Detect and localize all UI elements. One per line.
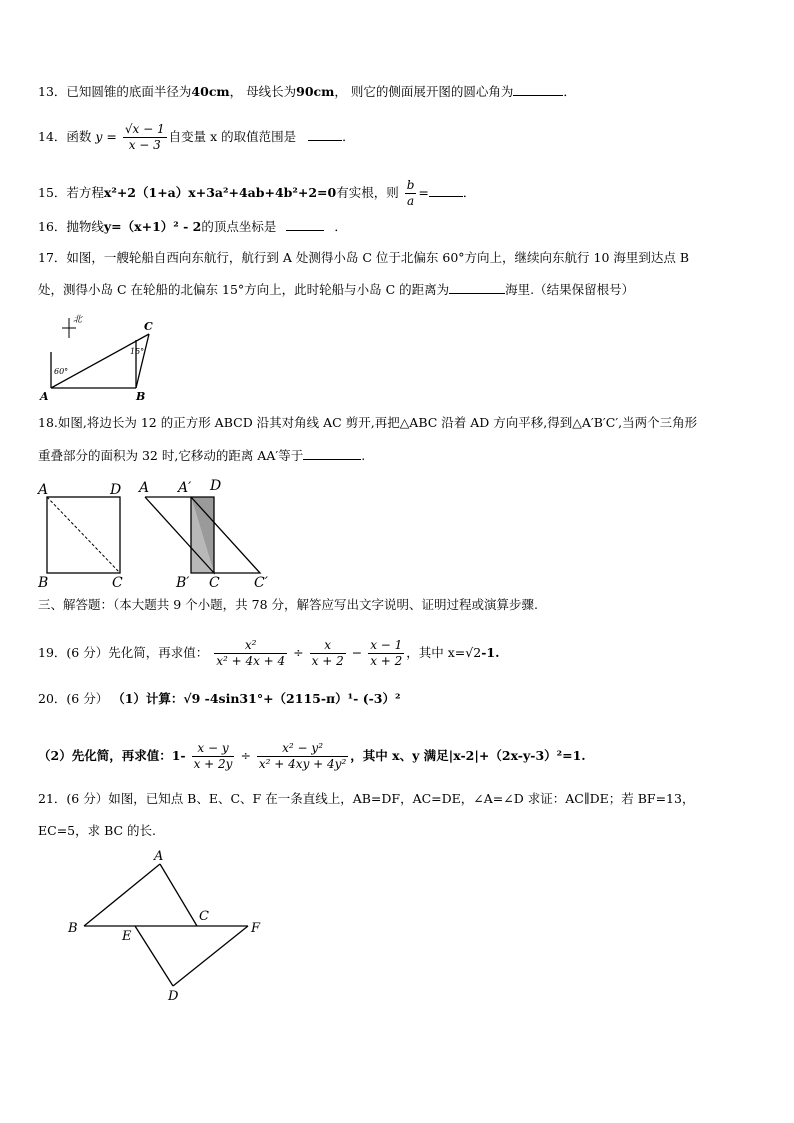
q19-text: 19．(6 分）先化简，再求值：: [38, 645, 209, 660]
question-19: [38, 638, 499, 669]
q14-denominator: x − 3: [128, 138, 161, 152]
q20-divide: ÷: [240, 748, 251, 763]
q19-text-post: ，其中 x=: [406, 645, 466, 660]
q15-numerator: b: [406, 178, 415, 192]
q20-fraction-2: [257, 741, 348, 772]
question-21-line1: 21．(6 分）如图，已知点 B、E、C、F 在一条直线上，AB=DF，AC=DE，∠A=∠D 求证：AC∥DE；若 BF=13，: [38, 791, 695, 806]
q15-fraction: [405, 178, 417, 209]
q20-f2-numerator: x² − y²: [257, 741, 348, 757]
point-a-label: A: [40, 390, 49, 403]
q15-end: ．: [462, 185, 476, 200]
q20-f1-numerator: x − y: [192, 741, 235, 757]
q15-eq: =: [418, 185, 429, 200]
q20-text: 20．(6 分）: [38, 691, 109, 706]
q15-text: 15．若方程: [38, 185, 104, 200]
point-b-label: B: [38, 575, 49, 590]
q13-text-mid: ， 母线长为: [229, 84, 297, 99]
angle-60-label: 60°: [54, 367, 69, 376]
question-17-line2: [38, 281, 634, 299]
point-b-label: B: [68, 921, 78, 936]
q20-f1-denominator: x + 2y: [193, 757, 233, 771]
q14-y: y =: [95, 129, 117, 144]
q20-fraction-1: [192, 741, 235, 772]
q13-text: 13．已知圆锥的底面半径为: [38, 84, 192, 99]
q18-figure-translated: [136, 476, 286, 590]
question-14: [38, 122, 355, 153]
q19-f3-denominator: x + 2: [370, 654, 403, 668]
q19-f3-numerator: x − 1: [370, 638, 403, 652]
point-a-label: A: [154, 849, 164, 864]
q18-figure-square: [36, 478, 136, 590]
q19-minus: −: [351, 645, 363, 660]
question-18-line1: 18.如图,将边长为 12 的正方形 ABCD 沿其对角线 AC 剪开,再把△ABC 沿着 AD 方向平移,得到△A′B′C′,当两个三角形: [38, 415, 698, 430]
q13-radius: 40cm: [191, 84, 230, 99]
point-d-label: D: [110, 482, 122, 498]
q19-fraction-1: [214, 638, 287, 669]
answer-blank: [429, 184, 463, 197]
answer-blank: [303, 447, 361, 460]
line-ac: [51, 334, 149, 388]
north-label: 北: [73, 315, 83, 325]
point-c-label: C: [112, 575, 123, 590]
q14-numerator: √x − 1: [124, 122, 165, 136]
q20-f2-denominator: x² + 4xy + 4y²: [258, 757, 347, 771]
q19-tail: -1.: [481, 645, 500, 660]
q16-end: ．: [334, 219, 347, 234]
q14-text: 14．函数: [38, 129, 92, 144]
point-d-label: D: [210, 478, 222, 494]
q20-expression: √9 -4sin31°+（2115-π）¹- (-3）²: [183, 691, 401, 706]
question-17-line1: 17．如图，一艘轮船自西向东航行，航行到 A 处测得小岛 C 位于北偏东 60°方向上，继续向东航行 10 海里到达点 B: [38, 250, 690, 265]
q15-equation: x²+2（1+a）x+3a²+4ab+4b²+2=0: [103, 185, 337, 200]
answer-blank: [308, 128, 342, 141]
point-d-label: D: [168, 989, 179, 1004]
point-c-label: C: [199, 909, 209, 924]
q16-equation: y=（x+1）² - 2: [103, 219, 202, 234]
q20-part1-label: （1）计算：: [112, 691, 184, 706]
point-c-label: C: [209, 575, 220, 590]
q20-part2-label: （2）先化简，再求值：1-: [38, 748, 186, 763]
q19-fraction-2: [310, 638, 346, 669]
point-e-label: E: [122, 929, 132, 944]
q15-denominator: a: [406, 194, 415, 208]
q17-figure: [38, 308, 168, 404]
q21-figure: [60, 846, 270, 1006]
point-a-label: A: [139, 480, 150, 496]
q19-fraction-3: [368, 638, 404, 669]
line-bc: [136, 334, 149, 388]
question-20-part2: [38, 741, 586, 772]
angle-15-label: 15°: [130, 347, 145, 356]
q14-text-post: 自变量 x 的取值范围是: [168, 129, 297, 144]
q19-f2-numerator: x: [310, 638, 346, 654]
q17-text-post: 海里.（结果保留根号）: [505, 282, 635, 297]
q16-text-post: 的顶点坐标是: [201, 219, 277, 234]
point-b-label: B: [136, 390, 146, 403]
line-ac: [160, 864, 197, 926]
point-c-prime-label: C′: [254, 575, 268, 590]
q13-end: ．: [563, 84, 576, 99]
answer-blank: [286, 218, 324, 231]
q19-value: √2: [465, 645, 482, 660]
point-a-label: A: [38, 482, 49, 498]
question-13: [38, 83, 576, 101]
question-15: [38, 178, 475, 209]
answer-blank: [513, 83, 563, 96]
q15-text-mid: 有实根，则: [336, 185, 399, 200]
question-20-part1: [38, 690, 400, 708]
line-ed: [135, 926, 173, 986]
answer-blank: [449, 281, 505, 294]
q18-text: 重叠部分的面积为 32 时,它移动的距离 AA′等于: [38, 448, 304, 463]
question-16: [38, 218, 347, 236]
point-a-prime-label: A′: [178, 480, 192, 496]
question-21-line2: EC=5，求 BC 的长.: [38, 823, 157, 838]
section-3-title: 三、解答题：（本大题共 9 个小题，共 78 分，解答应写出文字说明、证明过程或演算步骤.: [38, 597, 538, 612]
line-df: [173, 926, 248, 986]
q17-text: 处，测得小岛 C 在轮船的北偏东 15°方向上，此时轮船与小岛 C 的距离为: [38, 282, 450, 297]
q20-text-post: ，其中 x、y 满足|x-2|+（2x-y-3）²=1.: [350, 748, 586, 763]
q13-text-post: ， 则它的侧面展开图的圆心角为: [334, 84, 514, 99]
q18-end: .: [361, 448, 366, 463]
q14-end: ．: [342, 129, 355, 144]
q19-f2-denominator: x + 2: [311, 654, 344, 668]
question-18-line2: [38, 447, 365, 465]
q13-slant: 90cm: [296, 84, 335, 99]
q14-fraction: [123, 122, 167, 153]
diagonal-ac: [47, 497, 120, 573]
line-ab: [84, 864, 160, 926]
point-b-prime-label: B′: [176, 575, 190, 590]
point-f-label: F: [251, 921, 261, 936]
point-c-label: C: [144, 320, 153, 333]
q19-f1-numerator: x²: [214, 638, 287, 654]
q16-text: 16．抛物线: [38, 219, 104, 234]
q19-f1-denominator: x² + 4x + 4: [216, 654, 286, 668]
q19-divide: ÷: [293, 645, 304, 660]
